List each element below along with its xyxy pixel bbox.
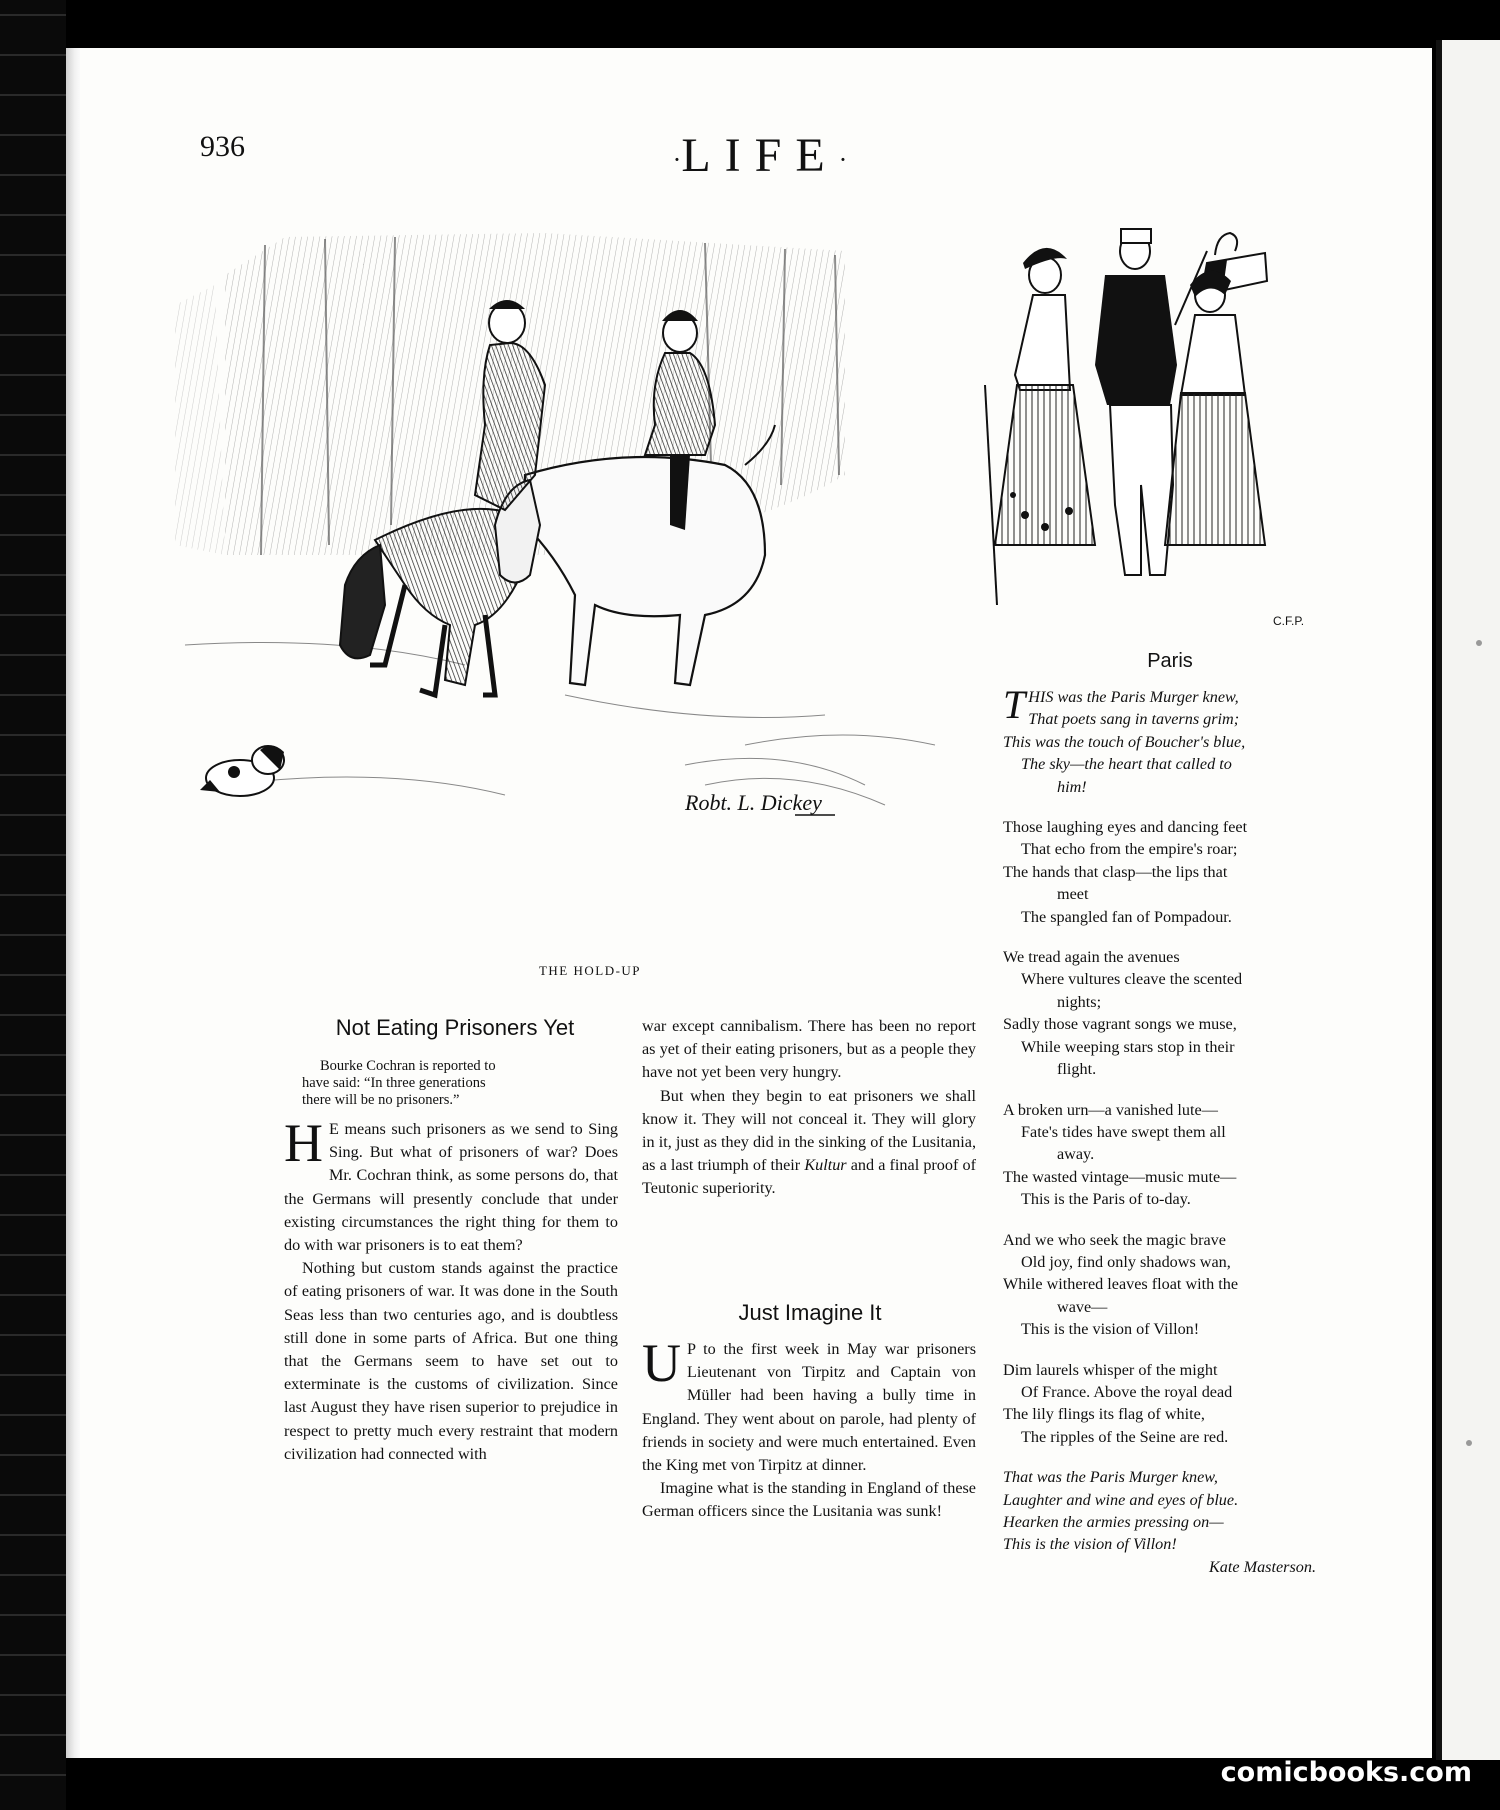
poem-line: The hands that clasp—the lips that	[1003, 862, 1228, 881]
article-paragraph: war except cannibalism. There has been no report as yet of their eating prisoners, but as a people they have not yet been very hungry.	[642, 1017, 976, 1082]
poem-line: The ripples of the Seine are red.	[1021, 1427, 1229, 1446]
masthead-dot-right: ·	[838, 144, 848, 174]
article-paragraph	[642, 1085, 976, 1201]
article-heading-not-eating: Not Eating Prisoners Yet	[335, 1015, 575, 1040]
drop-cap: T	[1003, 682, 1026, 727]
epigraph-line: Bourke Cochran is reported to	[320, 1058, 496, 1074]
paragraph-text: and a final proof of Teutonic superiority.	[642, 1156, 976, 1198]
epigraph-line: there will be no prisoners.”	[302, 1092, 460, 1108]
scan-edge	[0, 0, 66, 1810]
article-epigraph	[302, 1058, 604, 1109]
drop-cap: U	[642, 1333, 681, 1393]
poem-line: The wasted vintage—music mute—	[1003, 1167, 1237, 1186]
article-paragraph	[642, 1333, 976, 1477]
poem-line: And we who seek the magic brave	[1003, 1230, 1226, 1249]
poem-line: That was the Paris Murger knew,	[1003, 1468, 1218, 1487]
paris-illustration	[945, 215, 1335, 635]
poem-line: Where vultures cleave the scented	[1021, 970, 1243, 989]
poem-paris	[1003, 682, 1338, 1578]
poem-stanza	[1003, 946, 1338, 1080]
masthead	[500, 128, 1020, 183]
poem-line: THIS was the Paris Murger knew,	[1003, 682, 1239, 727]
poem-line: meet	[1057, 885, 1089, 904]
article-heading-just-imagine: Just Imagine It	[738, 1300, 882, 1325]
article-column-just-imagine	[642, 1333, 976, 1524]
poem-line: This is the Paris of to-day.	[1021, 1190, 1191, 1209]
page-spine	[66, 48, 80, 1758]
poem-line: Sadly those vagrant songs we muse,	[1003, 1015, 1237, 1034]
article-column-middle	[642, 1015, 976, 1201]
poem-stanza	[1003, 1359, 1338, 1449]
poem-stanza	[1003, 1099, 1338, 1211]
masthead-dot-left: ·	[672, 144, 682, 174]
poem-line: Laughter and wine and eyes of blue.	[1003, 1490, 1239, 1509]
masthead-title: LIFE	[681, 129, 839, 182]
poem-line: A broken urn—a vanished lute—	[1003, 1100, 1218, 1119]
watermark: comicbooks.com	[1220, 1757, 1472, 1788]
epigraph-line: have said: “In three generations	[302, 1075, 486, 1091]
poem-line: The lily flings its flag of white,	[1003, 1405, 1205, 1424]
article-column-left	[284, 1113, 618, 1466]
poem-line: away.	[1057, 1145, 1095, 1164]
drop-cap: H	[284, 1113, 323, 1173]
poem-line: This is the vision of Villon!	[1021, 1320, 1200, 1339]
poem-line: Hearken the armies pressing on—	[1003, 1513, 1224, 1531]
adjacent-page-edge	[1436, 40, 1500, 1760]
poem-stanza	[1003, 1466, 1338, 1578]
poem-line: While weeping stars stop in their	[1021, 1037, 1235, 1056]
paragraph-text: But when they begin to eat prisoners we shall know it. They will not conceal it. They will glory in it, just as they did in the sinking of the Lusitania, as a last triumph of their	[642, 1086, 976, 1175]
poem-line: flight.	[1057, 1060, 1097, 1079]
poem-line: We tread again the avenues	[1003, 948, 1180, 967]
poem-line: wave—	[1057, 1297, 1108, 1316]
article-paragraph: Nothing but custom stands against the practice of eating prisoners of war. It was done in the South Seas less than two centuries ago, and is doubtless still done in some parts of Africa. But one thing that the Germans seem to have set out to exterminate is the customs of civilization. Since last August they have risen superior to prejudice in respect to pretty much every restraint that modern civilization had connected with	[284, 1259, 618, 1463]
poem-line: This is the vision of Villon!	[1003, 1535, 1177, 1554]
kultur-word: Kultur	[804, 1156, 847, 1175]
poem-line: That echo from the empire's roar;	[1021, 840, 1238, 859]
poem-author: Kate Masterson.	[1208, 1557, 1316, 1576]
poem-line: Fate's tides have swept them all	[1021, 1122, 1226, 1141]
paragraph-text: E means such prisoners as we send to Sing Sing. But what of prisoners of war? Does Mr. Cochran think, as some persons do, that the Germans will presently conclude that under existing circumstances the right thing for them to do with war prisoners is to eat them?	[284, 1120, 618, 1255]
hold-up-illustration	[145, 225, 985, 925]
poem-line: While withered leaves float with the	[1003, 1275, 1239, 1294]
poem-line: This was the touch of Boucher's blue,	[1003, 732, 1246, 751]
hold-up-signature: Robt. L. Dickey	[685, 790, 822, 815]
poem-stanza	[1003, 682, 1338, 798]
poem-line: him!	[1057, 777, 1087, 796]
poem-line: That poets sang in taverns grim;	[1028, 710, 1240, 729]
poem-title: Paris	[1147, 650, 1193, 672]
poem-line: Old joy, find only shadows wan,	[1021, 1252, 1231, 1271]
poem-line: The spangled fan of Pompadour.	[1021, 907, 1232, 926]
article-paragraph	[284, 1113, 618, 1257]
illustration-caption: THE HOLD-UP	[538, 963, 642, 978]
poem-line: Dim laurels whisper of the might	[1003, 1360, 1218, 1379]
article-paragraph: Imagine what is the standing in England of these German officers since the Lusitania was sunk!	[642, 1479, 976, 1521]
poem-stanza	[1003, 1229, 1338, 1341]
page-number: 936	[200, 130, 245, 163]
poem-line: The sky—the heart that called to	[1021, 755, 1232, 774]
poem-line: Those laughing eyes and dancing feet	[1003, 818, 1248, 837]
paris-signature: C.F.P.	[1273, 614, 1305, 628]
paragraph-text: P to the first week in May war prisoners Lieutenant von Tirpitz and Captain von Müller had been having a bully time in England. They went about on parole, had plenty of friends in society and were much entertained. Even the King met von Tirpitz at dinner.	[642, 1340, 976, 1475]
poem-line: Of France. Above the royal dead	[1021, 1382, 1233, 1401]
poem-line: nights;	[1057, 992, 1102, 1011]
poem-stanza	[1003, 816, 1338, 928]
